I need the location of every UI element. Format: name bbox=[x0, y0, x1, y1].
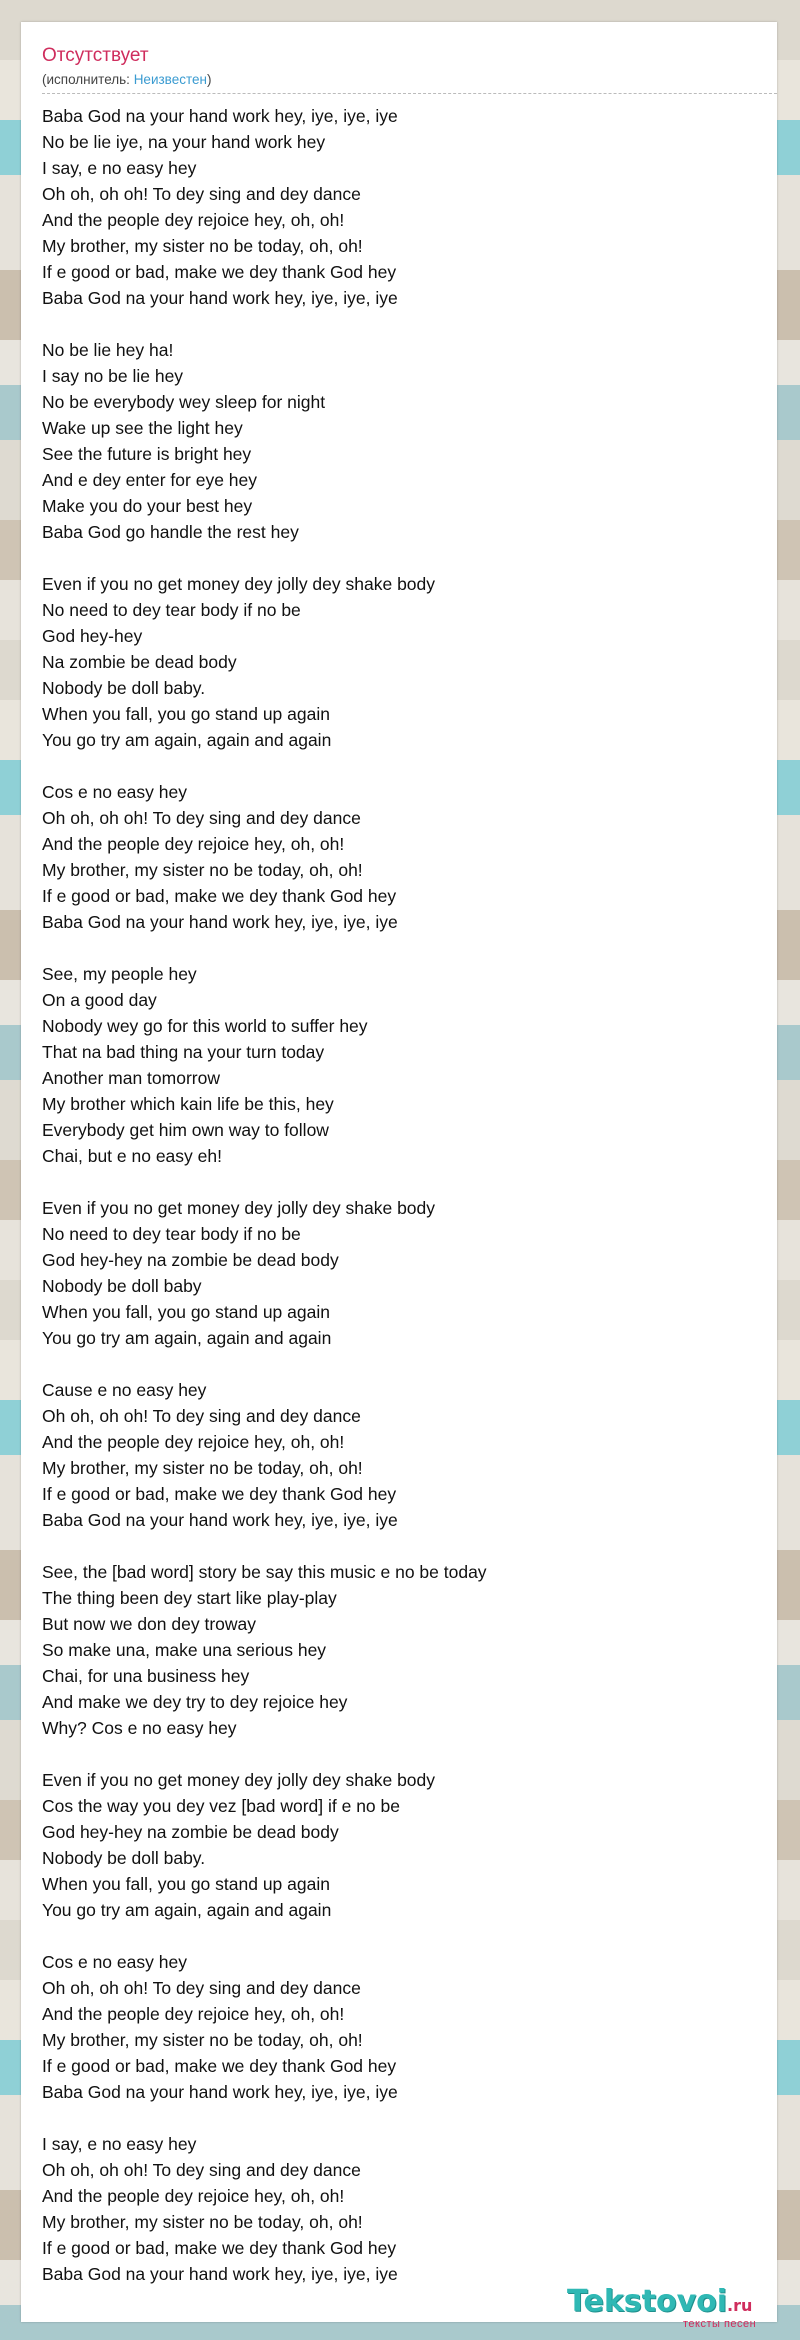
lyric-line: My brother, my sister no be today, oh, oh! bbox=[42, 860, 363, 880]
lyric-line: The thing been dey start like play-play bbox=[42, 1588, 337, 1608]
lyric-line: My brother, my sister no be today, oh, oh! bbox=[42, 236, 363, 256]
stanza bbox=[42, 103, 762, 311]
stanza bbox=[42, 1195, 762, 1351]
lyric-line: If e good or bad, make we dey thank God hey bbox=[42, 262, 397, 282]
lyric-line: I say, e no easy hey bbox=[42, 158, 197, 178]
lyric-line: And make we dey try to dey rejoice hey bbox=[42, 1692, 348, 1712]
lyric-line: Cos e no easy hey bbox=[42, 1952, 187, 1972]
lyric-line: Cause e no easy hey bbox=[42, 1380, 207, 1400]
lyric-line: Cos the way you dey vez [bad word] if e no be bbox=[42, 1796, 400, 1816]
stanza bbox=[42, 961, 762, 1169]
lyric-line: See the future is bright hey bbox=[42, 444, 252, 464]
lyric-line: I say, e no easy hey bbox=[42, 2134, 197, 2154]
header-divider bbox=[42, 93, 777, 94]
lyric-line: When you fall, you go stand up again bbox=[42, 1302, 330, 1322]
lyric-line: No need to dey tear body if no be bbox=[42, 600, 301, 620]
lyric-line: Even if you no get money dey jolly dey shake body bbox=[42, 1198, 436, 1218]
lyric-line: Na zombie be dead body bbox=[42, 652, 237, 672]
lyric-line: See, the [bad word] story be say this music e no be today bbox=[42, 1562, 487, 1582]
lyric-line: No be lie iye, na your hand work hey bbox=[42, 132, 326, 152]
artist-suffix: ) bbox=[206, 72, 212, 87]
lyric-line: Nobody be doll baby. bbox=[42, 678, 206, 698]
lyric-line: Everybody get him own way to follow bbox=[42, 1120, 329, 1140]
lyric-line: Wake up see the light hey bbox=[42, 418, 243, 438]
lyric-line: If e good or bad, make we dey thank God hey bbox=[42, 2238, 397, 2258]
lyric-line: You go try am again, again and again bbox=[42, 1328, 332, 1348]
lyrics-text bbox=[42, 103, 762, 2313]
artist-link[interactable]: Неизвестен bbox=[133, 72, 207, 87]
lyric-line: Baba God na your hand work hey, iye, iye, iye bbox=[42, 1510, 398, 1530]
lyric-line: Baba God na your hand work hey, iye, iye, iye bbox=[42, 2082, 398, 2102]
lyric-line: God hey-hey na zombie be dead body bbox=[42, 1250, 339, 1270]
lyric-line: Nobody wey go for this world to suffer hey bbox=[42, 1016, 368, 1036]
lyric-line: And the people dey rejoice hey, oh, oh! bbox=[42, 2004, 345, 2024]
lyric-line: And the people dey rejoice hey, oh, oh! bbox=[42, 834, 345, 854]
lyrics-card bbox=[21, 22, 777, 2330]
lyric-line: Another man tomorrow bbox=[42, 1068, 220, 1088]
lyric-line: God hey-hey na zombie be dead body bbox=[42, 1822, 339, 1842]
lyric-line: My brother, my sister no be today, oh, oh! bbox=[42, 1458, 363, 1478]
lyric-line: Baba God na your hand work hey, iye, iye, iye bbox=[42, 912, 398, 932]
lyric-line: And the people dey rejoice hey, oh, oh! bbox=[42, 210, 345, 230]
lyric-line: No need to dey tear body if no be bbox=[42, 1224, 301, 1244]
lyric-line: Chai, but e no easy eh! bbox=[42, 1146, 222, 1166]
lyric-line: Baba God na your hand work hey, iye, iye, iye bbox=[42, 2264, 398, 2284]
lyric-line: God hey-hey bbox=[42, 626, 143, 646]
lyric-line: That na bad thing na your turn today bbox=[42, 1042, 325, 1062]
lyric-line: No be lie hey ha! bbox=[42, 340, 174, 360]
stanza bbox=[42, 1949, 762, 2105]
lyric-line: When you fall, you go stand up again bbox=[42, 704, 330, 724]
lyric-line: Make you do your best hey bbox=[42, 496, 253, 516]
stanza bbox=[42, 1767, 762, 1923]
lyric-line: Baba God go handle the rest hey bbox=[42, 522, 299, 542]
lyric-line: Chai, for una business hey bbox=[42, 1666, 250, 1686]
stanza bbox=[42, 2131, 762, 2287]
lyric-line: Why? Cos e no easy hey bbox=[42, 1718, 237, 1738]
lyric-line: My brother, my sister no be today, oh, oh! bbox=[42, 2212, 363, 2232]
lyric-line: When you fall, you go stand up again bbox=[42, 1874, 330, 1894]
artist-prefix: (исполнитель: bbox=[42, 72, 134, 87]
lyric-line: If e good or bad, make we dey thank God hey bbox=[42, 2056, 397, 2076]
lyric-line: Oh oh, oh oh! To dey sing and dey dance bbox=[42, 2160, 361, 2180]
lyric-line: My brother, my sister no be today, oh, oh! bbox=[42, 2030, 363, 2050]
lyric-line: But now we don dey troway bbox=[42, 1614, 257, 1634]
site-logo[interactable] bbox=[567, 2284, 793, 2334]
logo-tld: .ru bbox=[727, 2296, 753, 2315]
lyric-line: And e dey enter for eye hey bbox=[42, 470, 257, 490]
lyric-line: Oh oh, oh oh! To dey sing and dey dance bbox=[42, 1978, 361, 1998]
lyric-line: Cos e no easy hey bbox=[42, 782, 187, 802]
song-title: Отсутствует bbox=[42, 45, 149, 66]
logo-subtitle: тексты песен bbox=[683, 2318, 757, 2330]
lyric-line: And the people dey rejoice hey, oh, oh! bbox=[42, 2186, 345, 2206]
stanza bbox=[42, 337, 762, 545]
lyric-line: Baba God na your hand work hey, iye, iye, iye bbox=[42, 106, 398, 126]
lyric-line: Nobody be doll baby. bbox=[42, 1848, 206, 1868]
stanza bbox=[42, 1559, 762, 1741]
lyric-line: My brother which kain life be this, hey bbox=[42, 1094, 334, 1114]
lyric-line: Nobody be doll baby bbox=[42, 1276, 202, 1296]
lyric-line: Baba God na your hand work hey, iye, iye, iye bbox=[42, 288, 398, 308]
lyric-line: If e good or bad, make we dey thank God hey bbox=[42, 1484, 397, 1504]
artist-line bbox=[42, 71, 211, 89]
lyric-line: You go try am again, again and again bbox=[42, 1900, 332, 1920]
lyric-line: Oh oh, oh oh! To dey sing and dey dance bbox=[42, 1406, 361, 1426]
lyric-line: And the people dey rejoice hey, oh, oh! bbox=[42, 1432, 345, 1452]
lyric-line: Even if you no get money dey jolly dey shake body bbox=[42, 1770, 436, 1790]
lyric-line: Oh oh, oh oh! To dey sing and dey dance bbox=[42, 184, 361, 204]
stanza bbox=[42, 779, 762, 935]
lyric-line: Even if you no get money dey jolly dey shake body bbox=[42, 574, 436, 594]
lyric-line: No be everybody wey sleep for night bbox=[42, 392, 326, 412]
lyric-line: You go try am again, again and again bbox=[42, 730, 332, 750]
lyric-line: Oh oh, oh oh! To dey sing and dey dance bbox=[42, 808, 361, 828]
logo-main-text: Tekstovoi bbox=[567, 2284, 728, 2319]
lyric-line: On a good day bbox=[42, 990, 157, 1010]
lyric-line: So make una, make una serious hey bbox=[42, 1640, 327, 1660]
stanza bbox=[42, 571, 762, 753]
lyric-line: See, my people hey bbox=[42, 964, 197, 984]
lyric-line: If e good or bad, make we dey thank God hey bbox=[42, 886, 397, 906]
stanza bbox=[42, 1377, 762, 1533]
lyric-line: I say no be lie hey bbox=[42, 366, 184, 386]
